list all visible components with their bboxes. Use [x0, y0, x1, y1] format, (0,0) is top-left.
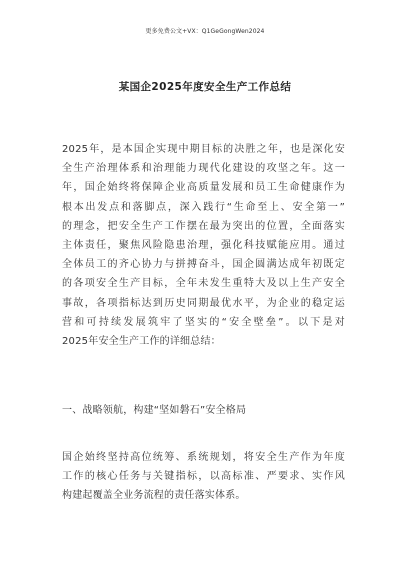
- document-title: 某国企2025年度安全生产工作总结: [118, 81, 292, 93]
- paragraph-line: 的各项安全生产目标，全年未发生重特大及以上生产安全: [62, 278, 345, 290]
- section-paragraph: [62, 448, 345, 506]
- paragraph-line: 年，国企始终将保障企业高质量发展和员工生命健康作为: [62, 182, 345, 194]
- paragraph-line: 根本出发点和落脚点，深入践行“生命至上、安全第一”: [62, 201, 345, 213]
- intro-paragraph: [62, 140, 345, 351]
- paragraph-line: 国企始终坚持高位统筹、系统规划，将安全生产作为年度: [62, 452, 345, 463]
- paragraph-line: 的理念，把安全生产工作摆在最为突出的位置，全面落实: [62, 220, 345, 232]
- paragraph-line: 主体责任，聚焦风险隐患治理，强化科技赋能应用。通过: [62, 240, 345, 252]
- paragraph-line: 2025年安全生产工作的详细总结：: [62, 336, 221, 348]
- paragraph-line: 2025年，是本国企实现中期目标的决胜之年，也是深化安: [62, 144, 345, 155]
- paragraph-line: 事故，各项指标达到历史同期最优水平，为企业的稳定运: [62, 297, 345, 309]
- paragraph-line: 全生产治理体系和治理能力现代化建设的攻坚之年。这一: [62, 163, 345, 175]
- header-note: 更多免费公文+VX：Q1GeGongWen2024: [145, 28, 265, 35]
- paragraph-line: 工作的核心任务与关键指标，以高标准、严要求、实作风: [62, 471, 345, 483]
- paragraph-line: 营和可持续发展筑牢了坚实的“安全壁垒”。以下是对: [62, 316, 345, 328]
- paragraph-line: 全体员工的齐心协力与拼搏奋斗，国企圆满达成年初既定: [62, 259, 345, 271]
- paragraph-line: 构建起覆盖全业务流程的责任落实体系。: [62, 490, 246, 502]
- section-heading: 一、战略领航，构建“坚如磐石”安全格局: [62, 405, 247, 416]
